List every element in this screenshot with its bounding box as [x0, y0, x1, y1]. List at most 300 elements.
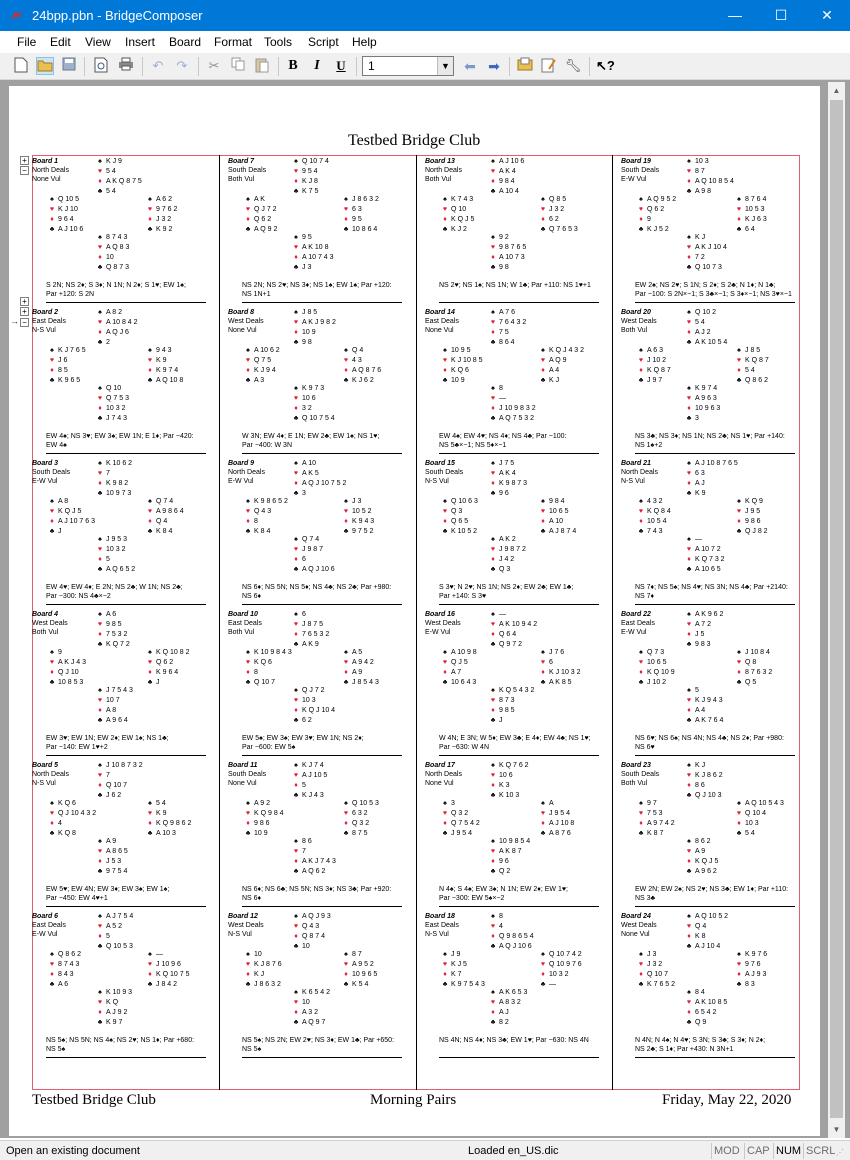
holding-cards: 9 8	[499, 264, 509, 271]
suit-holding	[94, 253, 129, 263]
hand-s	[290, 686, 335, 726]
suit-holding	[635, 215, 676, 225]
scroll-down-arrow-icon[interactable]: ▼	[832, 1125, 841, 1134]
menu-script[interactable]: Script	[308, 35, 339, 49]
holding-cards: A 9 6 4	[106, 717, 128, 724]
spade-icon: ♠	[294, 838, 298, 845]
board-vulnerability: None Vul	[425, 780, 454, 787]
copy-icon[interactable]	[229, 57, 247, 75]
redo-icon[interactable]: ↷	[176, 58, 188, 73]
club-icon: ♣	[293, 415, 299, 422]
board-info	[228, 912, 264, 939]
suit-holding	[94, 988, 132, 998]
holding-cards: A 6	[58, 981, 69, 988]
board-diagram[interactable]	[228, 459, 424, 610]
maximize-button[interactable]: ☐	[774, 7, 788, 23]
collapse-minus-icon[interactable]: −	[20, 318, 29, 327]
holding-cards: J 3 2	[647, 961, 663, 968]
suit-holding	[635, 225, 676, 235]
board-dealer: East Deals	[425, 318, 459, 325]
suit-holding	[635, 366, 671, 376]
suit-holding	[94, 167, 142, 177]
suit-holding	[340, 648, 379, 658]
spade-icon: ♠	[491, 158, 495, 165]
menu-edit[interactable]: Edit	[50, 35, 71, 49]
holding-cards: K Q	[106, 999, 119, 1006]
status-mod-indicator: MOD	[711, 1143, 741, 1159]
holding-cards: A 9 6 2	[695, 868, 717, 875]
suit-holding	[733, 366, 769, 376]
result-line: N 4♠; S 4♠; EW 3♠; N 1N; EW 2♦; EW 1♥;	[439, 886, 568, 893]
suit-holding	[635, 205, 676, 215]
suit-holding	[683, 177, 734, 187]
suit-holding	[340, 507, 374, 517]
suit-holding	[439, 195, 474, 205]
diamond-icon: ♦	[443, 367, 447, 374]
board-number: Board 7	[228, 158, 255, 165]
board-diagram[interactable]	[228, 912, 424, 1063]
hand-e	[537, 346, 584, 386]
club-icon: ♣	[638, 226, 644, 233]
paste-icon[interactable]	[253, 57, 271, 75]
close-button[interactable]: ✕	[821, 7, 833, 23]
suit-holding	[439, 819, 480, 829]
club-icon: ♣	[442, 981, 448, 988]
board-result	[46, 281, 206, 299]
diamond-icon: ♦	[294, 858, 298, 865]
suit-holding	[537, 195, 578, 205]
holding-cards: A K 10 8	[302, 244, 329, 251]
board-vulnerability: E-W Vul	[32, 931, 58, 938]
spade-icon: ♠	[294, 234, 298, 241]
holding-cards: Q 8 7 4	[302, 933, 325, 940]
footer-date: Friday, May 22, 2020	[662, 1092, 792, 1108]
holding-cards: 6 2	[549, 216, 559, 223]
heart-icon: ♥	[442, 357, 448, 364]
hand-w	[439, 497, 478, 537]
document-properties-icon[interactable]	[516, 57, 534, 75]
suit-holding	[290, 479, 346, 489]
suit-holding	[94, 414, 129, 424]
suit-holding	[46, 215, 83, 225]
expand-plus-icon[interactable]: +	[20, 297, 29, 306]
suit-holding	[439, 648, 477, 658]
holding-cards: K Q J 4 3 2	[549, 347, 585, 354]
suit-holding	[46, 648, 86, 658]
diamond-icon: ♦	[98, 178, 102, 185]
diamond-icon: ♦	[491, 329, 495, 336]
suit-holding	[537, 527, 576, 537]
print-icon[interactable]	[117, 57, 135, 75]
hand-w	[439, 950, 485, 990]
scroll-up-arrow-icon[interactable]: ▲	[832, 86, 841, 95]
suit-holding	[537, 376, 584, 386]
spade-icon: ♠	[98, 234, 102, 241]
board-dealer: East Deals	[32, 922, 66, 929]
holding-cards: J 3	[352, 498, 362, 505]
suit-holding	[290, 384, 335, 394]
board-diagram[interactable]	[621, 308, 817, 459]
scrollbar-thumb[interactable]	[830, 100, 843, 1118]
save-disk-icon[interactable]	[60, 57, 78, 75]
club-icon: ♣	[686, 792, 692, 799]
hand-n	[487, 308, 526, 348]
result-line: NS 5♠	[242, 1046, 262, 1053]
chevron-down-icon[interactable]: ▼	[437, 57, 453, 75]
suit-holding	[683, 479, 738, 489]
suit-holding	[487, 489, 527, 499]
hand-w	[46, 950, 81, 990]
diamond-icon: ♦	[737, 820, 741, 827]
spade-icon: ♠	[541, 951, 545, 958]
board-separator-line	[46, 1057, 206, 1058]
menu-insert[interactable]: Insert	[125, 35, 156, 49]
holding-cards: 8 7 4 3	[58, 961, 80, 968]
menu-tools[interactable]: Tools	[264, 35, 293, 49]
result-line: EW 3♥; EW 1N; EW 2♦; EW 1♠; NS 1♣;	[46, 735, 169, 742]
board-separator-line	[439, 453, 599, 454]
hand-w	[242, 950, 282, 990]
menu-board[interactable]: Board	[169, 35, 202, 49]
hand-w	[439, 648, 477, 688]
suit-holding	[290, 942, 331, 952]
board-info	[425, 459, 463, 486]
holding-cards: J 3 2	[156, 216, 172, 223]
board-diagram[interactable]	[32, 157, 228, 308]
board-diagram[interactable]	[228, 761, 424, 912]
result-line: NS 2♥; NS 1♠; NS 1N; W 1♣; Par +110: NS 1♥+1	[439, 282, 591, 289]
club-icon: ♣	[49, 528, 55, 535]
heart-icon: ♥	[638, 206, 644, 213]
board-diagram[interactable]	[425, 157, 621, 308]
holding-cards: A Q 9	[549, 357, 567, 364]
suit-holding	[340, 658, 379, 668]
expand-plus-icon[interactable]: +	[20, 156, 29, 165]
open-folder-icon[interactable]	[36, 57, 54, 75]
heart-icon: ♥	[638, 357, 644, 364]
previous-board-arrow-icon[interactable]: ⬅	[464, 58, 476, 74]
board-diagram[interactable]	[228, 308, 424, 459]
suit-holding	[290, 696, 335, 706]
holding-cards: J 6 2	[106, 792, 122, 799]
suit-holding	[290, 912, 331, 922]
heart-icon: ♥	[343, 508, 349, 515]
heart-icon: ♥	[686, 319, 692, 326]
menu-help[interactable]: Help	[352, 35, 377, 49]
suit-holding	[487, 338, 526, 348]
board-vulnerability: E-W Vul	[228, 478, 254, 485]
spade-icon: ♠	[443, 951, 447, 958]
board-vulnerability: None Vul	[228, 327, 257, 334]
expand-plus-icon[interactable]: +	[20, 307, 29, 316]
board-diagram[interactable]	[228, 157, 424, 308]
suit-holding	[439, 950, 485, 960]
suit-holding	[94, 771, 143, 781]
spade-icon: ♠	[98, 989, 102, 996]
board-diagram[interactable]	[621, 459, 817, 610]
club-icon: ♣	[686, 717, 692, 724]
menu-format[interactable]: Format	[214, 35, 253, 49]
suit-holding	[439, 225, 474, 235]
suit-holding	[733, 799, 784, 809]
heart-icon: ♥	[97, 923, 103, 930]
suit-holding	[733, 678, 772, 688]
board-diagram[interactable]	[228, 610, 424, 761]
hand-w	[242, 195, 277, 235]
holding-cards: 9 7 6 2	[156, 206, 178, 213]
holding-cards: 8	[499, 385, 503, 392]
diamond-icon: ♦	[98, 556, 102, 563]
result-line: NS 5♣×−1; NS 5♦×−1	[439, 442, 507, 449]
board-result	[46, 1036, 206, 1054]
suit-holding	[144, 195, 177, 205]
print-preview-icon[interactable]	[92, 57, 110, 75]
holding-cards: 6 5 4 2	[695, 1009, 717, 1016]
bold-button[interactable]: B	[288, 58, 298, 73]
hand-w	[439, 195, 474, 235]
suit-holding	[683, 781, 723, 791]
board-info	[32, 459, 70, 486]
holding-cards: 9 7 5 2	[352, 528, 374, 535]
spade-icon: ♠	[50, 498, 54, 505]
status-num-indicator: NUM	[773, 1143, 801, 1159]
board-diagram[interactable]	[425, 308, 621, 459]
hand-s	[94, 233, 129, 273]
board-dealer: South Deals	[228, 167, 267, 174]
board-diagram[interactable]	[425, 610, 621, 761]
holding-cards: K 9 2	[156, 226, 173, 233]
suit-holding	[487, 1008, 527, 1018]
hand-s	[290, 988, 330, 1028]
spade-icon: ♠	[541, 196, 545, 203]
suit-holding	[290, 932, 331, 942]
spade-icon: ♠	[148, 800, 152, 807]
suit-holding	[340, 809, 379, 819]
diamond-icon: ♦	[491, 480, 495, 487]
board-diagram[interactable]	[621, 761, 817, 912]
suit-holding	[290, 771, 327, 781]
heart-icon: ♥	[293, 772, 299, 779]
hand-e	[144, 497, 184, 537]
suit-holding	[94, 565, 135, 575]
board-info	[228, 761, 266, 788]
collapse-minus-icon[interactable]: −	[20, 166, 29, 175]
undo-icon[interactable]: ↶	[152, 58, 164, 73]
suit-holding	[144, 366, 183, 376]
suit-holding	[144, 678, 189, 688]
suit-holding	[487, 459, 527, 469]
suit-holding	[242, 356, 280, 366]
suit-holding	[683, 384, 720, 394]
holding-cards: J 9 5 4	[549, 810, 571, 817]
suit-holding	[94, 781, 143, 791]
suit-holding	[487, 630, 537, 640]
board-diagram[interactable]	[32, 761, 228, 912]
spade-icon: ♠	[491, 762, 495, 769]
hand-s	[683, 686, 723, 726]
hand-w	[242, 799, 284, 839]
holding-cards: K J 5 2	[647, 226, 669, 233]
suit-holding	[144, 517, 184, 527]
resize-grip-icon[interactable]: ⋰	[836, 1148, 844, 1157]
heart-icon: ♥	[245, 206, 251, 213]
holding-cards: K 9 7 6	[745, 951, 768, 958]
result-line: W 3N; EW 4♦; E 1N; EW 2♣; EW 1♠; NS 1♥;	[242, 433, 380, 440]
heart-icon: ♥	[490, 470, 496, 477]
holding-cards: A 10	[302, 460, 317, 467]
holding-cards: K J 5	[451, 961, 467, 968]
hand-s	[487, 233, 526, 273]
spade-icon: ♠	[443, 347, 447, 354]
club-icon: ♣	[638, 830, 644, 837]
suit-holding	[94, 761, 143, 771]
diamond-icon: ♦	[687, 631, 691, 638]
board-info	[621, 459, 658, 486]
hand-n	[290, 459, 346, 499]
board-vulnerability: N-S Vul	[425, 931, 449, 938]
board-separator-line	[46, 604, 206, 605]
hand-w	[46, 346, 86, 386]
board-diagram[interactable]	[425, 761, 621, 912]
board-info	[425, 761, 462, 788]
suit-holding	[439, 366, 483, 376]
holding-cards: 6	[302, 611, 306, 618]
holding-cards: —	[156, 951, 163, 958]
diamond-icon: ♦	[639, 971, 643, 978]
heart-icon: ♥	[343, 659, 349, 666]
suit-holding	[242, 819, 284, 829]
result-line: Par −600: EW 5♠	[242, 744, 296, 751]
diamond-icon: ♦	[687, 1009, 691, 1016]
hand-s	[487, 535, 526, 575]
board-result	[242, 734, 402, 752]
edit-properties-icon[interactable]	[540, 57, 558, 75]
status-bar	[0, 1140, 850, 1160]
diamond-icon: ♦	[294, 782, 298, 789]
result-line: NS 6♦; NS 6♣; NS 5N; NS 3♦; NS 3♣; Par +920:	[242, 886, 392, 893]
club-icon: ♣	[97, 1019, 103, 1026]
board-diagram[interactable]	[621, 912, 817, 1063]
suit-holding	[46, 356, 86, 366]
minimize-button[interactable]: —	[728, 7, 742, 23]
suit-holding	[46, 205, 83, 215]
holding-cards: 8	[254, 669, 258, 676]
font-size-select[interactable]	[362, 56, 454, 76]
next-board-arrow-icon[interactable]: ➡	[488, 58, 500, 74]
board-info	[32, 610, 68, 637]
underline-button[interactable]: U	[336, 58, 346, 73]
holding-cards: 9 8 6	[745, 518, 761, 525]
new-document-icon[interactable]	[12, 57, 30, 75]
spade-icon: ♠	[687, 309, 691, 316]
italic-button[interactable]: I	[314, 58, 320, 73]
holding-cards: Q J 7 2	[302, 687, 325, 694]
suit-holding	[733, 356, 769, 366]
board-diagram[interactable]	[32, 308, 228, 459]
club-icon: ♣	[736, 226, 742, 233]
holding-cards: —	[499, 395, 506, 402]
suit-holding	[537, 668, 581, 678]
toolbar-separator	[356, 57, 357, 76]
holding-cards: Q 7 4	[156, 498, 174, 505]
diamond-icon: ♦	[344, 971, 348, 978]
menu-view[interactable]: View	[85, 35, 111, 49]
board-diagram[interactable]	[621, 157, 817, 308]
board-separator-line	[46, 906, 206, 907]
suit-holding	[290, 857, 336, 867]
holding-cards: 10 3	[695, 158, 709, 165]
holding-cards: K Q 6	[58, 800, 76, 807]
holding-cards: Q 10 6 3	[451, 498, 478, 505]
hand-w	[242, 346, 280, 386]
heart-icon: ♥	[686, 244, 692, 251]
hand-e	[537, 648, 581, 688]
title-bar[interactable]	[0, 0, 850, 31]
spade-icon: ♠	[98, 913, 102, 920]
vertical-scrollbar[interactable]	[828, 82, 845, 1138]
board-separator-line	[242, 1057, 402, 1058]
options-wrench-icon[interactable]: 🔧︎	[564, 58, 582, 73]
board-diagram[interactable]	[425, 912, 621, 1063]
holding-cards: A 4	[549, 367, 560, 374]
diamond-icon: ♦	[687, 782, 691, 789]
board-diagram[interactable]	[32, 459, 228, 610]
club-icon: ♣	[97, 490, 103, 497]
club-icon: ♣	[540, 226, 546, 233]
holding-cards: J 4 2	[499, 556, 515, 563]
board-dealer: East Deals	[32, 318, 66, 325]
board-diagram[interactable]	[425, 459, 621, 610]
heart-icon: ♥	[245, 961, 251, 968]
club-icon: ♣	[147, 226, 153, 233]
board-diagram[interactable]	[32, 610, 228, 761]
hand-s	[683, 535, 725, 575]
suit-holding	[94, 847, 128, 857]
club-icon: ♣	[638, 377, 644, 384]
club-icon: ♣	[97, 641, 103, 648]
heart-icon: ♥	[343, 810, 349, 817]
holding-cards: A Q J 9 3	[302, 913, 331, 920]
suit-holding	[487, 535, 526, 545]
suit-holding	[537, 960, 582, 970]
board-diagram[interactable]	[621, 610, 817, 761]
holding-cards: J	[58, 528, 62, 535]
suit-holding	[487, 469, 527, 479]
holding-cards: 10 6	[499, 772, 513, 779]
suit-holding	[683, 414, 720, 424]
suit-holding	[290, 610, 329, 620]
suit-holding	[290, 318, 336, 328]
spade-icon: ♠	[443, 498, 447, 505]
suit-holding	[439, 215, 474, 225]
result-line: NS 7♦; NS 5♠; NS 4♥; NS 3N; NS 4♣; Par +2140:	[635, 584, 788, 591]
heart-icon: ♥	[490, 319, 496, 326]
context-help-icon[interactable]: ↖?	[596, 58, 615, 73]
holding-cards: K Q 7 3 2	[695, 556, 725, 563]
suit-holding	[635, 356, 671, 366]
diamond-icon: ♦	[98, 933, 102, 940]
board-separator-line	[46, 302, 206, 303]
result-line: NS 2N; NS 2♥; NS 3♦; NS 1♠; EW 1♠; Par +120:	[242, 282, 392, 289]
suit-holding	[94, 942, 133, 952]
holding-cards: A Q 9 2	[254, 226, 278, 233]
club-icon: ♣	[686, 415, 692, 422]
board-diagram[interactable]	[32, 912, 228, 1063]
cut-icon[interactable]: ✂	[208, 58, 220, 73]
holding-cards: 8 7 6 4	[745, 196, 767, 203]
menu-file[interactable]: File	[17, 35, 37, 49]
holding-cards: K 10 9 8 4 3	[254, 649, 292, 656]
